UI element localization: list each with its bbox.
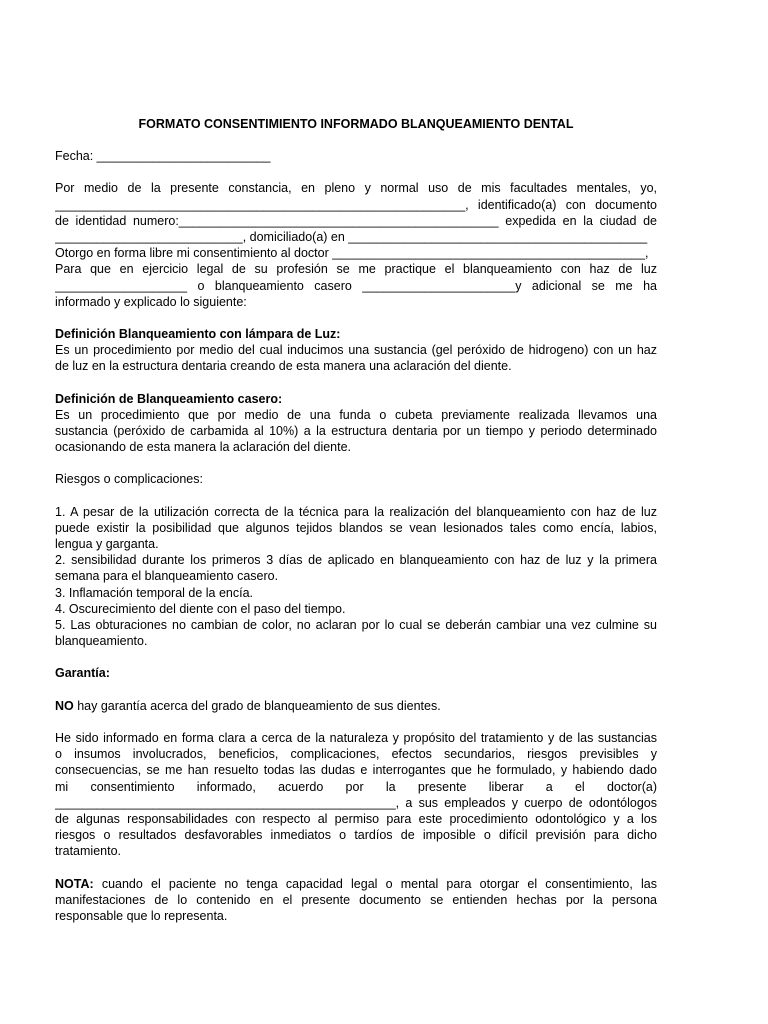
garantia-heading-block (55, 665, 657, 681)
nota-line (55, 876, 657, 892)
definicion-casero-line: Es un procedimiento que por medio de una funda o cubeta previamente realizada llevamos una (55, 407, 657, 422)
nota-text: cuando el paciente no tenga capacidad legal o mental para otorgar el consentimiento, las (93, 876, 657, 891)
riesgos-line: 2. sensibilidad durante los primeros 3 días de aplicado en blanqueamiento con haz de luz y la primera (55, 553, 657, 568)
garantia-line (55, 698, 657, 714)
document-title: FORMATO CONSENTIMIENTO INFORMADO BLANQUEAMIENTO DENTAL (138, 117, 574, 131)
definicion-casero-section (55, 391, 657, 456)
riesgos-line: semana para el blanqueamiento casero. (55, 569, 279, 584)
informado-line: riesgos o resultados desfavorables inmediatos o tardíos de imposible o difícil previsión para dicho (55, 828, 657, 843)
document-body (55, 116, 657, 924)
informado-paragraph (55, 730, 657, 860)
intro-line: informado y explicado lo siguiente: (55, 294, 247, 309)
nota-line: manifestaciones de lo contenido en el presente documento se entienden hechas por la persona (55, 892, 657, 907)
riesgos-line: 4. Oscurecimiento del diente con el paso del tiempo. (55, 601, 346, 616)
riesgos-line: puede existir la posibilidad que algunos tejidos blandos se vean lesionados tales como encía, labios, (55, 520, 657, 535)
riesgos-line: lengua y garganta. (55, 537, 159, 552)
definicion-casero-line: sustancia (peróxido de carbamida al 10%) a la estructura dentaria por un tiempo y periodo determinado (55, 424, 657, 439)
informado-line: o insumos involucrados, beneficios, complicaciones, efectos secundarios, riesgos previsibles y (55, 747, 657, 762)
riesgos-list (55, 504, 657, 650)
intro-line: ___________________________________________________________, identificado(a) con documento (55, 197, 657, 212)
nota-label: NOTA: (55, 876, 94, 891)
riesgos-line: blanqueamiento. (55, 634, 148, 649)
intro-paragraph (55, 180, 657, 310)
definicion-luz-section (55, 326, 657, 375)
intro-line: de identidad numero:______________________________________________ expedida en la ciudad de (55, 213, 657, 228)
garantia-heading: Garantía: (55, 666, 110, 681)
intro-line: Por medio de la presente constancia, en pleno y normal uso de mis facultades mentales, yo, (55, 181, 657, 196)
informado-line: consecuencias, se me han resuelto todas las dudas e interrogantes que he formulado, y habiendo dado (55, 763, 657, 778)
garantia-no: NO (55, 698, 74, 713)
definicion-luz-line: de luz en la estructura dentaria creando de esta manera una aclaración del diente. (55, 359, 512, 374)
definicion-luz-heading: Definición Blanqueamiento con lámpara de Luz: (55, 327, 341, 342)
definicion-casero-heading: Definición de Blanqueamiento casero: (55, 391, 283, 406)
nota-paragraph (55, 876, 657, 925)
informado-line: _________________________________________________, a sus empleados y cuerpo de odontólogos (55, 795, 657, 810)
fecha-line (55, 148, 657, 164)
garantia-rest: hay garantía acerca del grado de blanqueamiento de sus dientes. (73, 698, 441, 713)
informado-line: mi consentimiento informado, acuerdo por la presente liberar a el doctor(a) (55, 779, 657, 794)
intro-line: Para que en ejercicio legal de su profesión se me practique el blanqueamiento con haz de luz (55, 262, 657, 277)
riesgos-line: 3. Inflamación temporal de la encía. (55, 585, 254, 600)
intro-line: Otorgo en forma libre mi consentimiento al doctor _____________________________________________, (55, 246, 649, 261)
informado-line: de algunas responsabilidades con respecto al permiso para este procedimiento odontológico y a los (55, 811, 657, 826)
intro-line: ___________________________, domiciliado(a) en ___________________________________________ (55, 230, 648, 245)
definicion-luz-line: Es un procedimiento por medio del cual inducimos una sustancia (gel peróxido de hidrogeno) con un haz (55, 343, 657, 358)
riesgos-heading: Riesgos o complicaciones: (55, 472, 203, 487)
fecha-text: Fecha: _________________________ (55, 149, 271, 164)
riesgos-heading-block (55, 471, 657, 487)
definicion-casero-line: ocasionando de esta manera la aclaración del diente. (55, 440, 352, 455)
riesgos-line: 5. Las obturaciones no cambian de color, no aclaran por lo cual se deberán cambiar una vez culmine su (55, 618, 657, 633)
riesgos-line: 1. A pesar de la utilización correcta de la técnica para la realización del blanqueamiento con haz de luz (55, 504, 657, 519)
intro-line: ___________________ o blanqueamiento casero ______________________y adicional se me ha (55, 278, 657, 293)
garantia-text (55, 698, 657, 714)
informado-line: tratamiento. (55, 844, 122, 859)
informado-line: He sido informado en forma clara a cerca de la naturaleza y propósito del tratamiento y de las sustancias (55, 730, 657, 745)
nota-line: responsable que lo representa. (55, 908, 228, 923)
